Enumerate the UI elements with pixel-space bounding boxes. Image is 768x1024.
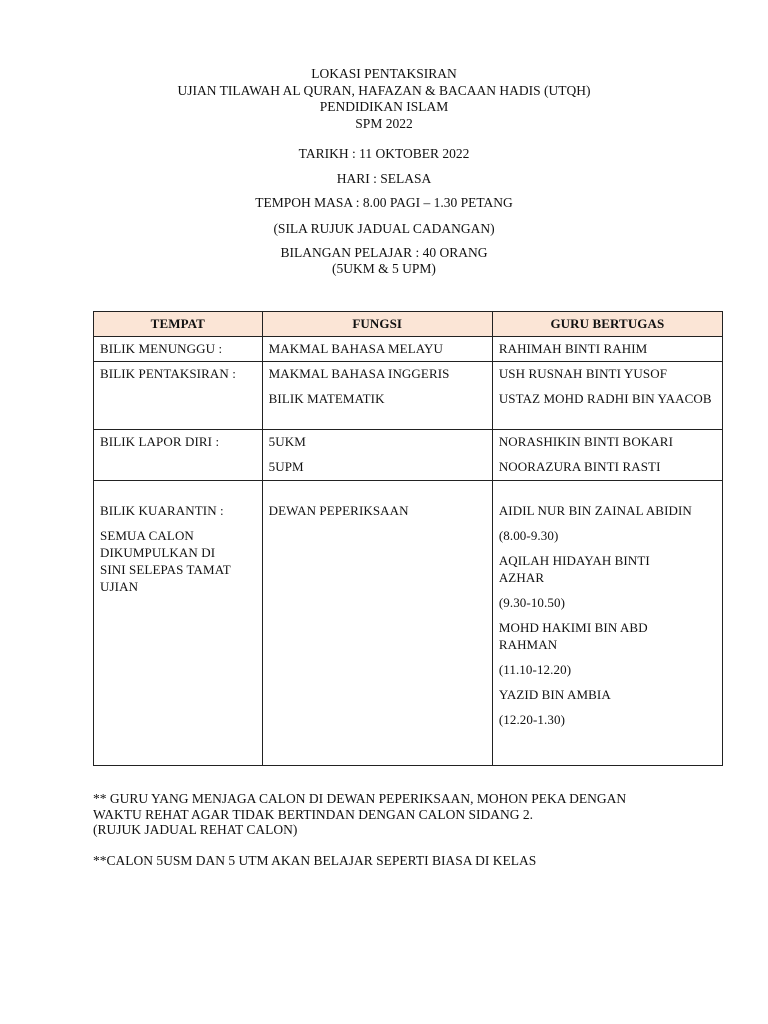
table-header-row <box>94 312 723 337</box>
location-table <box>93 311 723 766</box>
header-subtitle: UJIAN TILAWAH AL QURAN, HAFAZAN & BACAAN HADIS (UTQH) <box>177 82 591 98</box>
cell-tempat: BILIK KUARANTIN : SEMUA CALON DIKUMPULKAN DI SINI SELEPAS TAMAT UJIAN <box>94 481 263 766</box>
cell-tempat: BILIK MENUNGGU : <box>94 337 263 362</box>
note-2: **CALON 5USM DAN 5 UTM AKAN BELAJAR SEPERTI BIASA DI KELAS <box>93 853 537 868</box>
info-kelas: (5UKM & 5 UPM) <box>332 261 436 276</box>
cell-tempat: BILIK PENTAKSIRAN : <box>94 362 263 430</box>
cell-guru: NORASHIKIN BINTI BOKARI NOORAZURA BINTI RASTI <box>492 430 722 481</box>
header-guru: GURU BERTUGAS <box>492 312 722 337</box>
note-block-1 <box>93 791 733 838</box>
table-row <box>94 481 723 766</box>
info-tempoh: TEMPOH MASA : 8.00 PAGI – 1.30 PETANG <box>255 195 513 210</box>
cell-guru: AIDIL NUR BIN ZAINAL ABIDIN (8.00-9.30) AQILAH HIDAYAH BINTI AZHAR (9.30-10.50) MOHD HAKIMI BIN ABD RAHMAN (11.10-12.20) YAZID BIN AMBIA (12.20-1.30) <box>492 481 722 766</box>
header-subject: PENDIDIKAN ISLAM <box>319 99 449 114</box>
table-row <box>94 337 723 362</box>
cell-fungsi: MAKMAL BAHASA INGGERIS BILIK MATEMATIK <box>262 362 492 430</box>
cell-guru: RAHIMAH BINTI RAHIM <box>492 337 722 362</box>
cell-fungsi: MAKMAL BAHASA MELAYU <box>262 337 492 362</box>
info-tarikh: TARIKH : 11 OKTOBER 2022 <box>298 146 470 161</box>
cell-fungsi: DEWAN PEPERIKSAAN <box>262 481 492 766</box>
note-1-line-1: ** GURU YANG MENJAGA CALON DI DEWAN PEPERIKSAAN, MOHON PEKA DENGAN <box>93 791 627 806</box>
info-bilangan: BILANGAN PELAJAR : 40 ORANG <box>280 245 488 260</box>
info-hari: HARI : SELASA <box>336 171 432 186</box>
note-1-line-2: WAKTU REHAT AGAR TIDAK BERTINDAN DENGAN CALON SIDANG 2. <box>93 806 534 822</box>
cell-fungsi: 5UKM 5UPM <box>262 430 492 481</box>
header-exam: SPM 2022 <box>355 115 413 131</box>
table-row <box>94 430 723 481</box>
header-fungsi: FUNGSI <box>262 312 492 337</box>
cell-guru: USH RUSNAH BINTI YUSOF USTAZ MOHD RADHI BIN YAACOB <box>492 362 722 430</box>
note-1-line-3: (RUJUK JADUAL REHAT CALON) <box>93 822 298 837</box>
header-tempat: TEMPAT <box>94 312 263 337</box>
cell-tempat: BILIK LAPOR DIRI : <box>94 430 263 481</box>
table-row <box>94 362 723 430</box>
info-rujuk: (SILA RUJUK JADUAL CADANGAN) <box>273 221 495 236</box>
header-title: LOKASI PENTAKSIRAN <box>311 66 457 81</box>
document-header <box>0 66 768 132</box>
